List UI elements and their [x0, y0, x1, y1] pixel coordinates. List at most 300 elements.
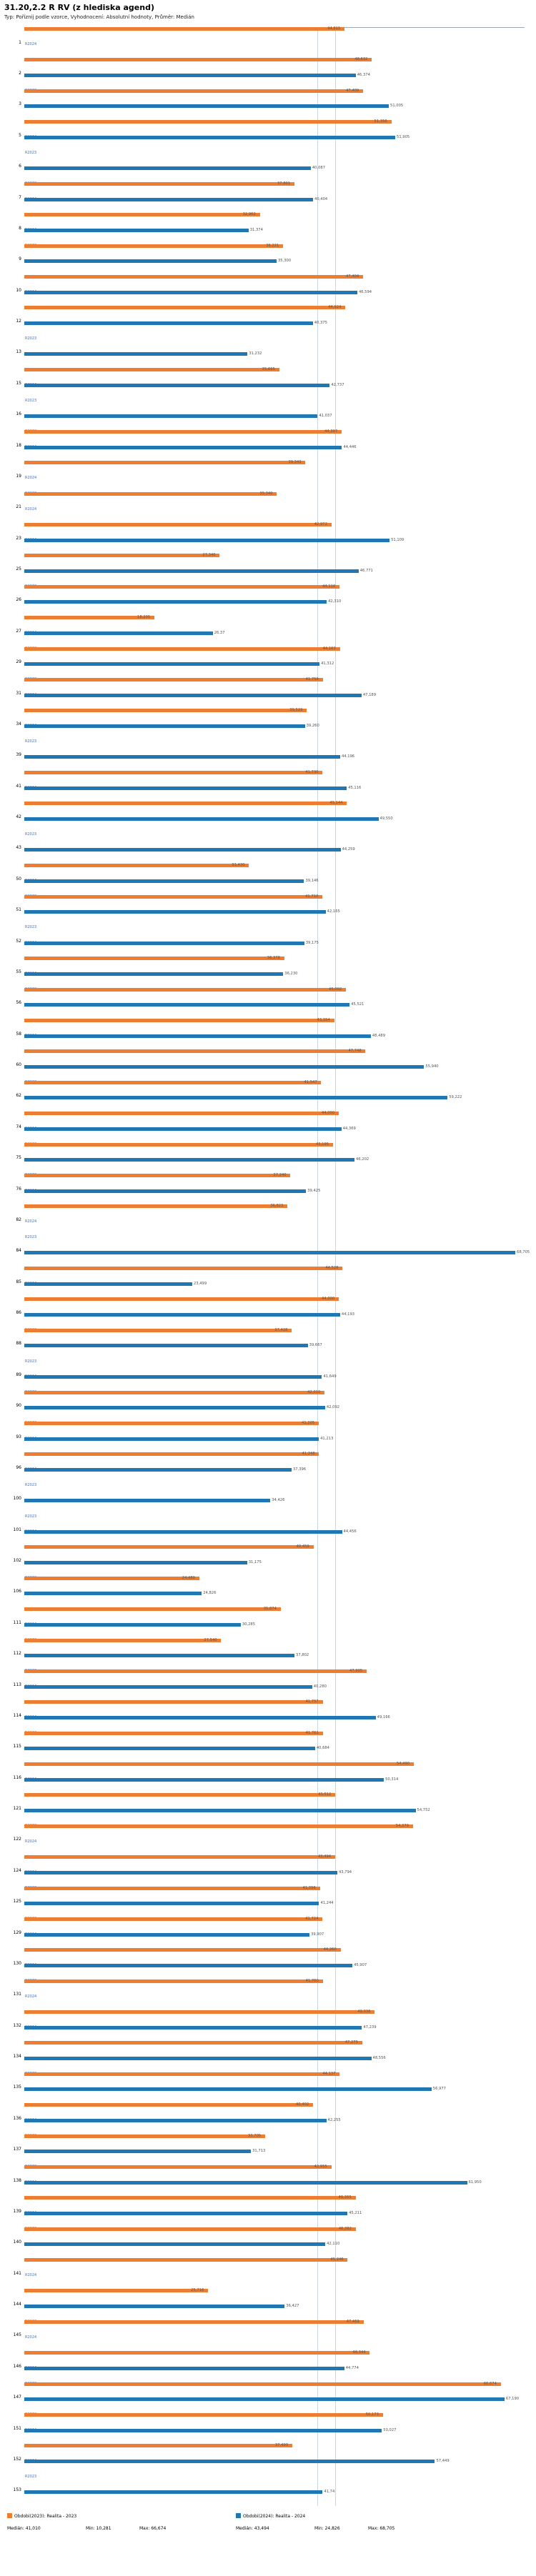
- bar-2024: [24, 136, 395, 139]
- category-label: 139: [13, 2208, 21, 2214]
- series-label-2024: R2024: [25, 2335, 37, 2340]
- bar-2024: [24, 1747, 315, 1750]
- bar-2023: [24, 647, 340, 651]
- category-label: 42: [16, 814, 21, 820]
- bar-2023: [24, 1793, 335, 1797]
- bar-value-2024: 31,175: [248, 1560, 262, 1565]
- bar-value-2024: 42,310: [328, 599, 342, 604]
- series-label-2023: R2023: [25, 336, 37, 341]
- category-label: 39: [16, 752, 21, 758]
- bar-2024: [24, 1406, 325, 1409]
- category-label: 76: [16, 1186, 21, 1192]
- bar-2023: [24, 1297, 339, 1301]
- bar-value-2024: 41,312: [321, 662, 334, 667]
- bar-value-2024: 39,260: [306, 723, 319, 728]
- table-row: [16, 1018, 525, 1049]
- bar-value-2023: 44,137: [322, 2071, 336, 2076]
- category-label: 43: [16, 845, 21, 851]
- category-label: 134: [13, 2054, 21, 2060]
- bar-value-2024: 51,109: [391, 537, 405, 542]
- bar-value-2024: 30,285: [242, 1622, 255, 1627]
- bar-value-2023: 45,002: [329, 987, 342, 992]
- bar-2024: [24, 910, 326, 914]
- bar-2024: [24, 1871, 337, 1874]
- table-row: [13, 2040, 525, 2072]
- bar-value-2023: 44,110: [322, 584, 336, 589]
- table-row: [13, 1637, 525, 1669]
- bar-value-2024: 39,907: [311, 1932, 324, 1937]
- bar-value-2023: 35,665: [262, 367, 275, 372]
- bar-2023: [24, 2320, 364, 2324]
- category-label: 12: [16, 319, 21, 324]
- bar-2023: [24, 430, 342, 434]
- bar-2024: [24, 1034, 371, 1038]
- bar-2024: [24, 1654, 294, 1657]
- table-row: [13, 2257, 525, 2289]
- table-row: [16, 1266, 525, 1297]
- bar-2023: [24, 2165, 332, 2169]
- bar-2023: [24, 957, 284, 960]
- bar-2023: [24, 2382, 501, 2386]
- bar-2024: [24, 1685, 312, 1689]
- bar-value-2023: 37,493: [274, 2443, 289, 2448]
- category-label: 25: [16, 566, 21, 572]
- bar-2024: [24, 2212, 347, 2215]
- category-label: 113: [13, 1682, 21, 1687]
- category-label: 51: [16, 907, 21, 913]
- bar-2024: [24, 1809, 416, 1812]
- bar-2024: [24, 1778, 384, 1782]
- bar-value-2024: 40,684: [316, 1746, 329, 1751]
- bar-value-2023: 37,801: [277, 181, 291, 186]
- bar-value-2023: 47,275: [344, 2040, 358, 2045]
- category-label: 56: [16, 1000, 21, 1006]
- bar-2024: [24, 1902, 319, 1905]
- bar-value-2023: 40,459: [296, 1544, 309, 1549]
- bar-value-2023: 43,494: [317, 1854, 332, 1859]
- table-row: [19, 181, 525, 213]
- bar-value-2023: 39,343: [288, 460, 302, 465]
- bar-2023: [24, 2351, 369, 2355]
- legend-label: Obdobi(2024): Realita - 2024: [243, 2514, 306, 2519]
- bar-2024: [24, 2150, 251, 2153]
- bar-value-2024: 50,314: [385, 1777, 399, 1782]
- bar-2023: [24, 1855, 335, 1859]
- page-title: 31.20,2.2 R RV (z hlediska agend): [4, 3, 154, 12]
- bar-value-2023: 42,010: [307, 1389, 321, 1394]
- bar-2023: [24, 1452, 319, 1456]
- bar-2024: [24, 74, 356, 77]
- series-label-2023: R2023: [25, 1483, 37, 1488]
- bar-2024: [24, 2305, 284, 2308]
- table-row: [16, 1142, 525, 1174]
- bar-value-2023: 46,355: [338, 2195, 352, 2200]
- chart-plot-area: [13, 26, 530, 2506]
- category-label: 153: [13, 2487, 21, 2493]
- bar-2023: [24, 1329, 292, 1332]
- bar-2023: [24, 1669, 367, 1673]
- table-row: [16, 770, 525, 802]
- bar-value-2024: 42,737: [331, 382, 344, 387]
- bar-2024: [24, 631, 213, 635]
- bar-value-2023: 43,195: [315, 1142, 329, 1147]
- table-row: [16, 1420, 525, 1452]
- bar-2024: [24, 1437, 319, 1441]
- bar-value-2023: 41,730: [305, 770, 319, 774]
- bar-value-2024: 31,232: [249, 351, 262, 356]
- bar-2023: [24, 616, 154, 619]
- bar-value-2024: 39,425: [307, 1188, 321, 1193]
- category-label: 144: [13, 2302, 21, 2307]
- category-label: 10: [16, 287, 21, 293]
- bar-2024: [24, 1561, 247, 1564]
- bar-2024: [24, 2490, 322, 2494]
- bar-value-2023: 44,397: [324, 429, 338, 434]
- stat-max-2023: Max: 66,674: [139, 2526, 167, 2531]
- bar-2023: [24, 306, 345, 309]
- bar-value-2023: 48,632: [354, 57, 368, 62]
- series-label-2024: R2024: [25, 1994, 37, 1999]
- bar-value-2023: 27,540: [204, 1637, 217, 1642]
- bar-2023: [24, 1081, 321, 1084]
- bar-2024: [24, 848, 341, 852]
- category-label: 112: [13, 1651, 21, 1657]
- category-label: 122: [13, 1837, 21, 1842]
- table-row: [16, 522, 525, 554]
- bar-value-2023: 54,379: [395, 1823, 409, 1828]
- bar-value-2024: 59,222: [449, 1095, 462, 1100]
- category-label: 55: [16, 969, 21, 974]
- bar-value-2023: 41,710: [305, 894, 319, 899]
- table-row: [13, 2288, 525, 2320]
- bar-2024: [24, 694, 362, 697]
- table-row: [13, 1544, 525, 1576]
- bar-value-2023: 46,382: [338, 2226, 352, 2231]
- table-row: [16, 1389, 525, 1422]
- bar-2024: [24, 321, 313, 325]
- category-label: 129: [13, 1929, 21, 1935]
- category-label: 27: [16, 628, 21, 634]
- bar-2024: [24, 817, 379, 821]
- bar-2023: [24, 1887, 320, 1890]
- bar-2023: [24, 1422, 319, 1425]
- bar-2024: [24, 291, 357, 294]
- bar-value-2024: 44,774: [345, 2365, 359, 2370]
- bar-value-2023: 36,823: [270, 1204, 284, 1209]
- bar-value-2024: 67,190: [505, 2397, 520, 2402]
- bar-value-2024: 49,166: [377, 1714, 390, 1719]
- category-label: 16: [16, 411, 21, 417]
- table-row: [13, 1514, 525, 1545]
- bar-value-2023: 35,874: [263, 1607, 277, 1612]
- bar-value-2023: 50,173: [365, 2412, 379, 2417]
- bar-2024: [24, 2181, 467, 2185]
- bar-value-2024: 44,196: [341, 754, 355, 759]
- series-label-2023: R2023: [25, 925, 37, 930]
- bar-value-2024: 48,489: [372, 1033, 386, 1038]
- category-label: 75: [16, 1155, 21, 1161]
- table-row: [19, 119, 525, 151]
- table-row: [16, 336, 525, 368]
- category-label: 5: [19, 132, 21, 138]
- bar-2023: [24, 275, 363, 279]
- category-label: 85: [16, 1279, 21, 1284]
- category-label: 60: [16, 1062, 21, 1068]
- bar-value-2024: 57,449: [436, 2458, 450, 2463]
- bar-2024: [24, 384, 329, 387]
- bar-value-2024: 42,110: [327, 2242, 340, 2247]
- category-label: 7: [19, 194, 21, 200]
- bar-2023: [24, 1980, 323, 1983]
- bar-2024: [24, 2460, 435, 2463]
- bar-value-2024: 26,37: [214, 630, 225, 635]
- bar-value-2024: 24,826: [203, 1591, 217, 1596]
- category-label: 151: [13, 2425, 21, 2431]
- bar-2024: [24, 1964, 352, 1967]
- table-row: [13, 2443, 525, 2475]
- bar-value-2024: 31,713: [252, 2149, 266, 2154]
- series-label-2024: R2024: [25, 476, 37, 481]
- bar-2023: [24, 182, 294, 186]
- category-label: 106: [13, 1589, 21, 1594]
- bar-2023: [24, 1204, 287, 1208]
- category-label: 135: [13, 2085, 21, 2090]
- bar-2023: [24, 1545, 314, 1549]
- bar-2023: [24, 2103, 313, 2107]
- bar-2023: [24, 1143, 333, 1147]
- bar-value-2024: 51,005: [390, 104, 404, 109]
- table-row: [13, 1575, 525, 1607]
- bar-value-2024: 49,550: [379, 817, 393, 822]
- table-row: [16, 553, 525, 584]
- category-label: 29: [16, 659, 21, 665]
- category-label: 124: [13, 1867, 21, 1873]
- bar-2024: [24, 1065, 424, 1069]
- category-label: 82: [16, 1217, 21, 1222]
- bar-value-2023: 37,240: [273, 1172, 287, 1177]
- bar-value-2023: 43,354: [317, 1018, 330, 1022]
- category-label: 41: [16, 783, 21, 789]
- legend-item-s2023[interactable]: [7, 2513, 76, 2519]
- bar-value-2023: 51,356: [374, 119, 387, 124]
- bar-value-2023: 47,404: [346, 274, 359, 279]
- bar-2024: [24, 1468, 292, 1472]
- table-row: [16, 1452, 525, 1483]
- table-row: [16, 1204, 525, 1235]
- bar-2023: [24, 2258, 347, 2262]
- category-label: 93: [16, 1434, 21, 1439]
- table-row: [16, 1359, 525, 1390]
- bar-value-2024: 45,907: [354, 1962, 367, 1967]
- bar-2024: [24, 198, 313, 201]
- table-row: [19, 57, 525, 89]
- bar-2023: [24, 1700, 323, 1704]
- bar-2024: [24, 1375, 322, 1379]
- bar-2023: [24, 864, 249, 867]
- bar-value-2023: 31,430: [232, 863, 245, 868]
- table-row: [19, 26, 525, 58]
- bar-value-2024: 34,426: [272, 1498, 285, 1503]
- table-row: [13, 1823, 525, 1855]
- chart-legend: [0, 2513, 536, 2575]
- bar-2024: [24, 569, 359, 573]
- bar-2023: [24, 895, 322, 899]
- bar-2024: [24, 446, 342, 449]
- bar-2024: [24, 2429, 382, 2432]
- bar-value-2024: 47,189: [362, 692, 377, 697]
- stat-median-2024: Medián: 43,494: [236, 2526, 269, 2531]
- category-label: 23: [16, 535, 21, 541]
- bar-2024: [24, 879, 304, 883]
- chart-subtitle: Typ: Poříznij podle vzorce, Vyhodnocení: Absolutní hodnoty, Průměr: Medián: [4, 14, 194, 20]
- bar-2024: [24, 600, 327, 604]
- series-label-2024: R2024: [25, 42, 37, 47]
- bar-value-2023: 41,760: [305, 1978, 319, 1983]
- table-row: [16, 491, 525, 523]
- bar-2023: [24, 1948, 341, 1952]
- legend-item-s2024[interactable]: [236, 2513, 305, 2519]
- bar-value-2024: 68,705: [517, 1250, 530, 1255]
- bar-2023: [24, 2444, 292, 2447]
- category-label: 130: [13, 1960, 21, 1966]
- bar-2023: [24, 1267, 342, 1270]
- bar-2023: [24, 1174, 290, 1177]
- category-label: 84: [16, 1248, 21, 1254]
- category-label: 31: [16, 690, 21, 696]
- bar-value-2024: 42,092: [326, 1405, 340, 1410]
- table-row: [13, 1792, 525, 1824]
- bar-2024: [24, 229, 249, 232]
- bar-value-2024: 46,771: [359, 569, 373, 574]
- table-row: [16, 1049, 525, 1080]
- bar-2024: [24, 1499, 270, 1502]
- bar-2024: [24, 1933, 309, 1937]
- bar-2023: [24, 2041, 362, 2045]
- bar-2023: [24, 802, 347, 805]
- category-label: 50: [16, 876, 21, 882]
- bar-2024: [24, 2087, 432, 2091]
- bar-2023: [24, 2010, 374, 2014]
- bar-value-2024: 45,116: [348, 785, 362, 790]
- bar-value-2024: 42,255: [327, 2117, 341, 2122]
- bar-2023: [24, 585, 339, 589]
- category-label: 26: [16, 597, 21, 603]
- bar-2024: [24, 2367, 344, 2370]
- bar-value-2024: 54,752: [417, 1808, 430, 1813]
- bar-value-2023: 42,955: [314, 2164, 327, 2169]
- bar-2024: [24, 352, 247, 356]
- category-label: 96: [16, 1464, 21, 1470]
- bar-2023: [24, 1917, 322, 1921]
- legend-swatch-icon: [236, 2513, 241, 2518]
- bar-value-2024: 41,74: [324, 2490, 335, 2495]
- table-row: [19, 151, 525, 182]
- series-label-2024: R2024: [25, 1219, 37, 1224]
- table-row: [13, 2102, 525, 2134]
- category-label: 101: [13, 1527, 21, 1532]
- category-label: 121: [13, 1806, 21, 1812]
- table-row: [16, 987, 525, 1019]
- bar-2023: [24, 2289, 208, 2292]
- bar-2024: [24, 1716, 376, 1719]
- bar-2024: [24, 662, 319, 666]
- bar-value-2023: 49,036: [357, 2010, 371, 2014]
- bar-value-2023: 32,962: [242, 212, 256, 217]
- category-label: 2: [19, 71, 21, 76]
- bar-value-2023: 44,000: [322, 1111, 335, 1116]
- bar-value-2024: 46,202: [356, 1157, 369, 1162]
- bar-value-2024: 44,369: [342, 1126, 356, 1131]
- table-row: [13, 1483, 525, 1514]
- bar-2024: [24, 2057, 372, 2060]
- bar-value-2024: 44,259: [342, 847, 355, 852]
- bar-2023: [24, 492, 277, 496]
- table-row: [13, 1978, 525, 2010]
- category-label: 125: [13, 1899, 21, 1904]
- category-label: 145: [13, 2332, 21, 2338]
- table-row: [13, 2475, 525, 2506]
- series-label-2024: R2024: [25, 1839, 37, 1844]
- bar-value-2023: 40,402: [296, 2102, 309, 2107]
- bar-value-2023: 44,815: [327, 26, 341, 31]
- bar-value-2023: 54,490: [396, 1762, 410, 1766]
- bar-value-2023: 45,144: [329, 801, 343, 806]
- bar-value-2023: 43,512: [318, 1792, 332, 1797]
- bar-2024: [24, 1344, 308, 1347]
- bar-2023: [24, 709, 307, 712]
- bar-value-2024: 31,374: [249, 227, 263, 232]
- bar-value-2024: 40,375: [314, 321, 327, 326]
- bar-2023: [24, 2196, 356, 2200]
- bar-2024: [24, 1189, 306, 1193]
- category-label: 34: [16, 721, 21, 727]
- bar-2023: [24, 213, 260, 216]
- bar-value-2023: 47,748: [348, 1049, 362, 1054]
- table-row: [13, 1854, 525, 1886]
- bar-2023: [24, 2135, 265, 2138]
- category-label: 21: [16, 504, 21, 510]
- category-label: 102: [13, 1558, 21, 1564]
- bar-value-2023: 27,340: [202, 553, 216, 558]
- bar-2023: [24, 2413, 383, 2417]
- category-label: 58: [16, 1031, 21, 1037]
- bar-value-2024: 36,427: [286, 2304, 299, 2309]
- bar-2023: [24, 368, 279, 371]
- bar-value-2023: 47,409: [346, 88, 359, 93]
- bar-value-2024: 41,213: [320, 1436, 334, 1441]
- series-label-2023: R2023: [25, 1235, 37, 1240]
- series-label-2023: R2023: [25, 1514, 37, 1519]
- table-row: [13, 2350, 525, 2382]
- bar-value-2023: 41,759: [305, 677, 319, 682]
- bar-value-2024: 42,165: [327, 909, 340, 914]
- category-label: 146: [13, 2363, 21, 2369]
- table-row: [16, 863, 525, 894]
- bar-value-2023: 35,340: [259, 491, 273, 496]
- bar-value-2024: 56,977: [432, 2087, 446, 2092]
- bar-2023: [24, 89, 363, 93]
- series-label-2023: R2023: [25, 1359, 37, 1364]
- bar-2024: [24, 724, 305, 728]
- category-label: 19: [16, 473, 21, 479]
- bar-2023: [24, 244, 283, 248]
- category-label: 132: [13, 2022, 21, 2028]
- bar-2023: [24, 554, 219, 557]
- bar-2023: [24, 1607, 281, 1611]
- bar-value-2024: 51,905: [397, 134, 410, 139]
- table-row: [16, 399, 525, 430]
- category-label: 138: [13, 2177, 21, 2183]
